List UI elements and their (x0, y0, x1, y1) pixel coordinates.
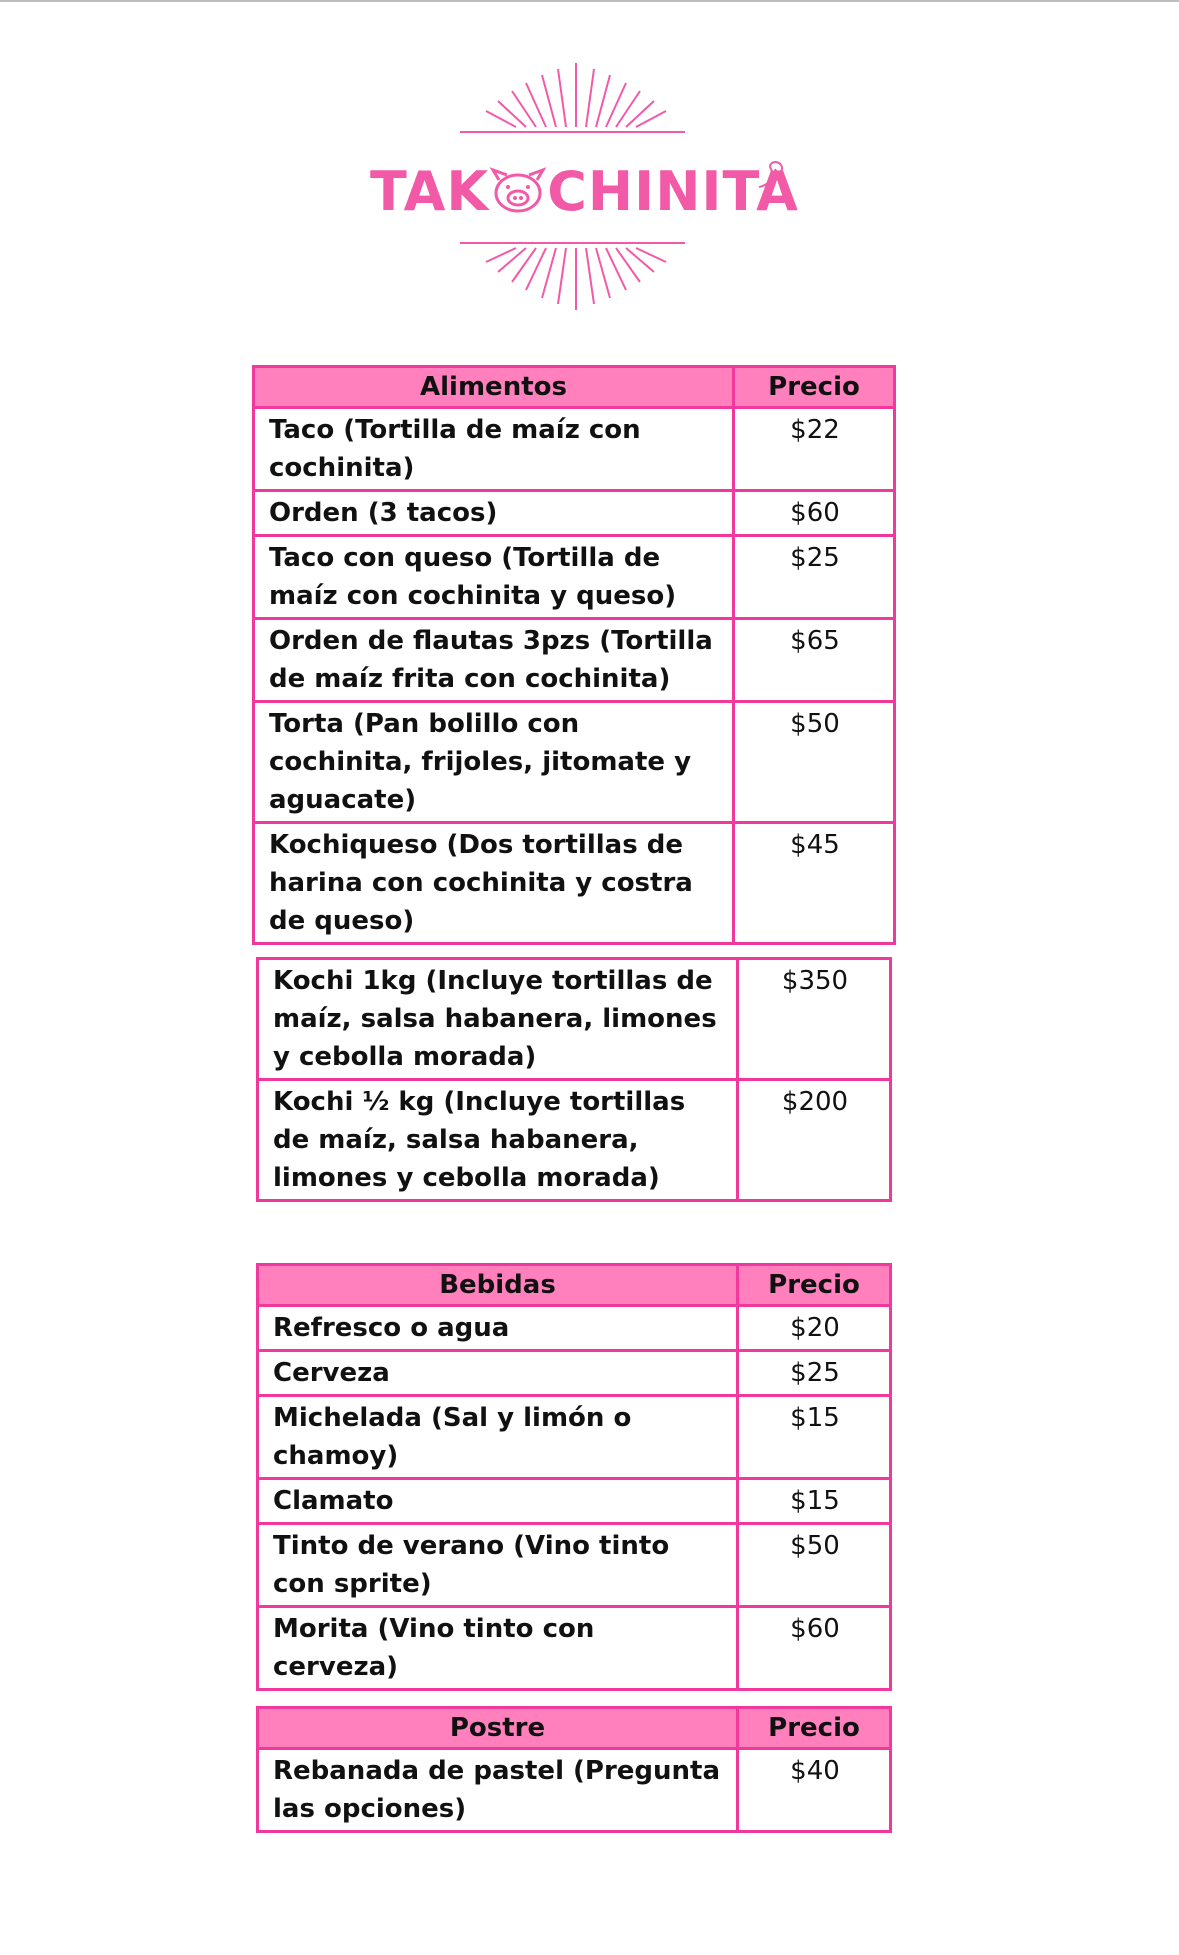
item-price: $15 (738, 1479, 891, 1524)
item-price: $25 (738, 1351, 891, 1396)
bebidas-table (256, 1263, 892, 1691)
item-name: Orden (3 tacos) (254, 491, 734, 536)
sunburst-bottom-icon (370, 240, 810, 320)
alimentos-table (252, 365, 896, 945)
item-price: $350 (738, 959, 891, 1080)
top-divider (0, 0, 1179, 2)
table-row (258, 1749, 891, 1832)
logo-text-right: CHINITA (547, 160, 799, 223)
item-price: $60 (738, 1607, 891, 1690)
table-row (258, 1080, 891, 1201)
item-name: Clamato (258, 1479, 738, 1524)
header-name: Alimentos (254, 367, 734, 408)
item-name: Kochi ½ kg (Incluye tortillas de maíz, salsa habanera, limones y cebolla morada) (258, 1080, 738, 1201)
table-row (258, 1607, 891, 1690)
pig-tail-icon (755, 155, 795, 195)
sunburst-top-icon (370, 55, 810, 165)
item-name: Cerveza (258, 1351, 738, 1396)
item-price: $45 (734, 823, 895, 944)
header-name: Postre (258, 1708, 738, 1749)
item-name: Taco (Tortilla de maíz con cochinita) (254, 408, 734, 491)
logo-text-left: TAK (370, 160, 490, 223)
table-row (254, 702, 895, 823)
table-row (258, 1306, 891, 1351)
header-price: Precio (738, 1265, 891, 1306)
item-name: Taco con queso (Tortilla de maíz con cochinita y queso) (254, 536, 734, 619)
item-name: Orden de flautas 3pzs (Tortilla de maíz frita con cochinita) (254, 619, 734, 702)
logo-wordmark (370, 157, 810, 227)
item-price: $65 (734, 619, 895, 702)
postre-table (256, 1706, 892, 1833)
item-name: Rebanada de pastel (Pregunta las opciones) (258, 1749, 738, 1832)
item-name: Refresco o agua (258, 1306, 738, 1351)
table-row (254, 619, 895, 702)
table-row (254, 491, 895, 536)
item-price: $50 (738, 1524, 891, 1607)
table-row (258, 1524, 891, 1607)
table-header-row (258, 1708, 891, 1749)
header-name: Bebidas (258, 1265, 738, 1306)
table-row (258, 959, 891, 1080)
item-price: $50 (734, 702, 895, 823)
item-name: Kochiqueso (Dos tortillas de harina con cochinita y costra de queso) (254, 823, 734, 944)
item-name: Tinto de verano (Vino tinto con sprite) (258, 1524, 738, 1607)
item-price: $40 (738, 1749, 891, 1832)
item-name: Morita (Vino tinto con cerveza) (258, 1607, 738, 1690)
table-row (258, 1479, 891, 1524)
header-price: Precio (738, 1708, 891, 1749)
kochi-table (256, 957, 892, 1202)
table-header-row (254, 367, 895, 408)
item-name: Kochi 1kg (Incluye tortillas de maíz, salsa habanera, limones y cebolla morada) (258, 959, 738, 1080)
item-price: $200 (738, 1080, 891, 1201)
header-price: Precio (734, 367, 895, 408)
table-row (258, 1351, 891, 1396)
table-header-row (258, 1265, 891, 1306)
item-price: $60 (734, 491, 895, 536)
item-name: Michelada (Sal y limón o chamoy) (258, 1396, 738, 1479)
table-row (254, 823, 895, 944)
item-price: $22 (734, 408, 895, 491)
item-price: $25 (734, 536, 895, 619)
table-row (254, 536, 895, 619)
item-price: $15 (738, 1396, 891, 1479)
pig-face-icon (489, 166, 547, 216)
table-row (254, 408, 895, 491)
item-price: $20 (738, 1306, 891, 1351)
table-row (258, 1396, 891, 1479)
item-name: Torta (Pan bolillo con cochinita, frijoles, jitomate y aguacate) (254, 702, 734, 823)
takochinita-logo (370, 55, 810, 320)
